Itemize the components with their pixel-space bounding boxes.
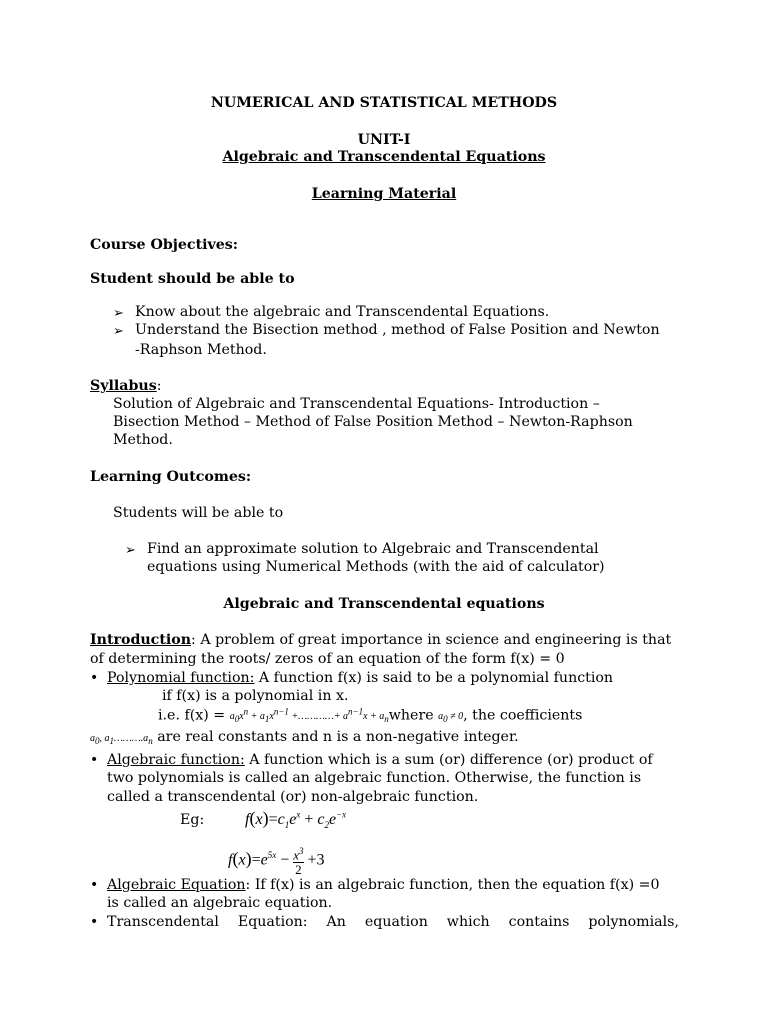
polynomial-formula: $a_0x^n + a_1x^{n-1}$ +…………+ $a^{n-1}x + a_n$ [229,707,389,725]
polynomial-text: A function f(x) is said to be a polynomial function [254,670,614,686]
introduction-label: Introduction [90,632,192,648]
objective-item: Understand the Bisection method , method of False Position and Newton [135,322,660,338]
objectives-heading: Course Objectives: [90,237,239,253]
syllabus-heading: Syllabus [90,378,157,394]
bullet-icon: • [90,877,99,893]
unit-title-wrap [0,149,768,165]
transcendental-word: contains [508,914,570,930]
coefficients-text: , the coefficients [463,707,583,724]
outcome-item: Find an approximate solution to Algebraic and Transcendental [147,541,599,557]
constants-text: are real constants and n is a non-negative integer. [157,729,519,745]
arrow-bullet-icon: ➢ [113,306,124,321]
algebraic-equation-paragraph [107,877,660,893]
arrow-bullet-icon: ➢ [113,324,124,339]
transcendental-equation-line [107,914,679,930]
coefficient-list: $a_0$, $a_1\dots\dots\dots.a_n$ [90,733,153,746]
algebraic-function-paragraph [107,752,653,768]
transcendental-word: An [326,914,346,930]
syllabus-colon: : [156,378,162,394]
polynomial-paragraph [107,670,613,686]
unit-title: Algebraic and Transcendental Equations [222,149,546,165]
nonzero-condition: $a_0 \ne 0$ [438,711,464,725]
algebraic-function-text: A function which is a sum (or) difference (or) product of [244,752,653,768]
example-label: Eg: [180,812,205,828]
algebraic-equation-label: Algebraic Equation [107,877,246,893]
polynomial-formula-line [158,707,582,724]
example-formula-1: $f(x)=c_1e^x + c_2e^{-x}$ [245,808,347,831]
syllabus-heading-wrap [90,378,161,394]
polynomial-constants-line [90,729,519,746]
ie-label: i.e. f(x) = [158,707,226,724]
algebraic-function-line: two polynomials is called an algebraic function. Otherwise, the function is [107,770,642,786]
bullet-icon: • [90,914,99,930]
introduction-text: : A problem of great importance in science and engineering is that [191,632,672,648]
syllabus-line: Bisection Method – Method of False Position Method – Newton-Raphson [113,414,633,430]
algebraic-equation-text: : If f(x) is an algebraic function, then the equation f(x) =0 [245,877,660,893]
transcendental-word: which [446,914,490,930]
algebraic-function-label: Algebraic function: [107,752,245,768]
unit-label: UNIT-I [357,132,411,148]
algebraic-function-line: called a transcendental (or) non-algebraic function. [107,789,479,805]
example-formula-2: $f(x)=e^{5x}$ − $\frac{x^3}{2}$ +3 [228,846,325,878]
transcendental-word: Equation: [237,914,308,930]
material-wrap [0,186,768,202]
polynomial-label: Polynomial function: [107,670,255,686]
algebraic-equation-line: is called an algebraic equation. [107,895,333,911]
transcendental-word: Transcendental [107,914,219,930]
syllabus-line: Solution of Algebraic and Transcendental Equations- Introduction – [113,396,600,412]
objectives-intro: Student should be able to [90,271,295,287]
material-title: Learning Material [311,186,457,202]
introduction-paragraph [90,632,671,648]
objective-item-continued: -Raphson Method. [135,342,267,358]
polynomial-line: if f(x) is a polynomial in x. [162,688,349,704]
course-title: NUMERICAL AND STATISTICAL METHODS [210,95,558,111]
bullet-icon: • [90,752,99,768]
outcome-item-continued: equations using Numerical Methods (with the aid of calculator) [147,559,605,575]
bullet-icon: • [90,670,99,686]
introduction-line: of determining the roots/ zeros of an equation of the form f(x) = 0 [90,651,565,667]
outcomes-heading: Learning Outcomes: [90,469,252,485]
transcendental-word: polynomials, [588,914,679,930]
syllabus-line: Method. [113,432,173,448]
objective-item: Know about the algebraic and Transcendental Equations. [135,304,550,320]
section-heading: Algebraic and Transcendental equations [223,596,545,612]
arrow-bullet-icon: ➢ [125,543,136,558]
outcomes-intro: Students will be able to [113,505,284,521]
where-label: where [388,707,434,724]
transcendental-word: equation [364,914,428,930]
